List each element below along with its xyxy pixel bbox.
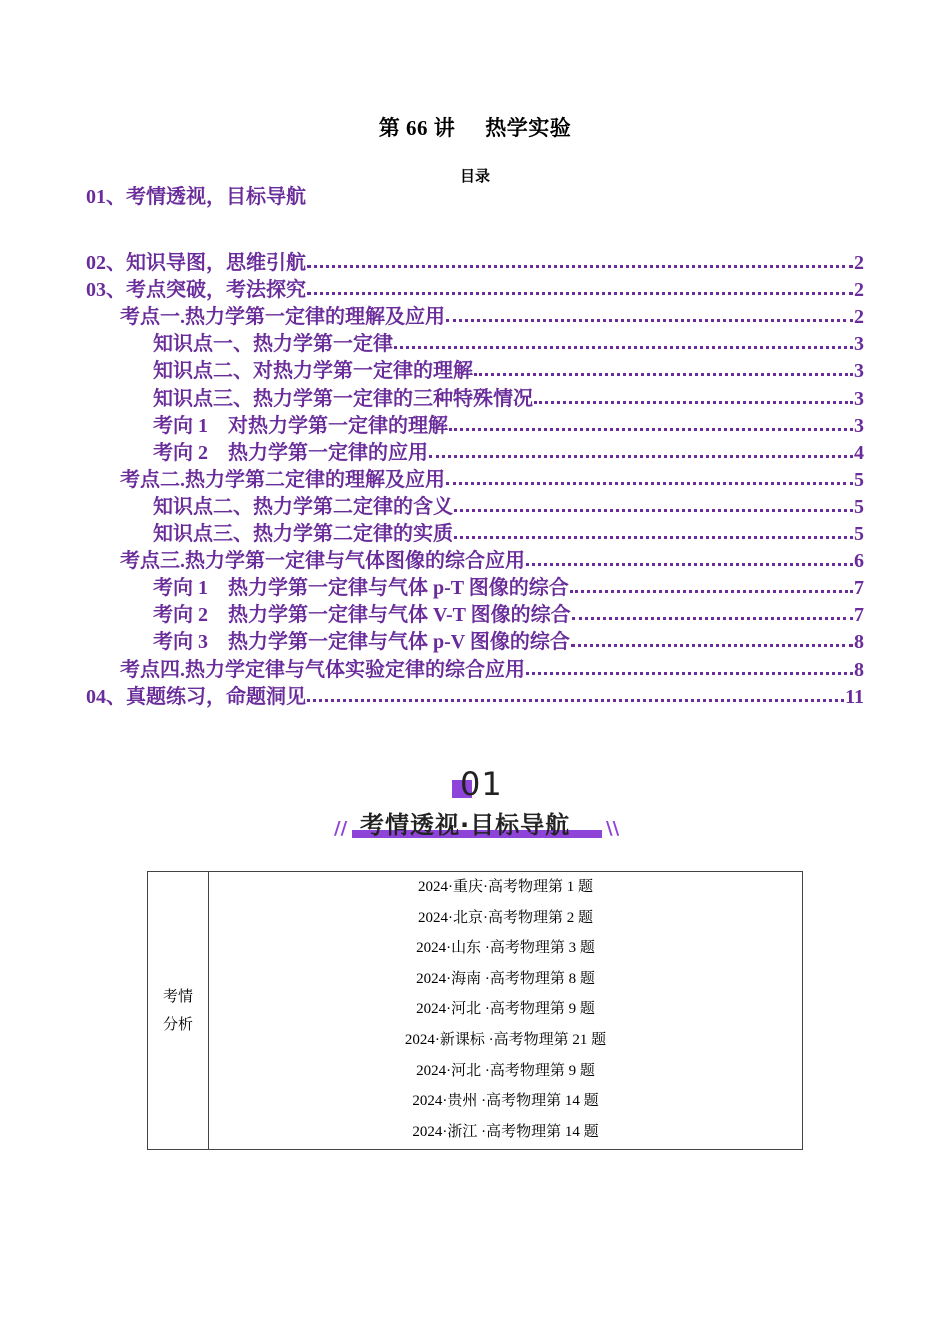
toc-leader-dots bbox=[526, 658, 853, 675]
exam-source: 2024·河北 ·高考物理第 9 题 bbox=[416, 1062, 595, 1079]
toc-page-number: 6 bbox=[854, 550, 864, 573]
toc-page-number: 5 bbox=[854, 523, 864, 545]
exam-source: 2024·山东 ·高考物理第 3 题 bbox=[416, 940, 595, 957]
toc-entry-label: 考点一.热力学第一定律的理解及应用 bbox=[120, 306, 445, 329]
toc-entry-overview[interactable]: 01、考情透视，目标导航 bbox=[86, 186, 306, 208]
toc-entry[interactable] bbox=[120, 304, 864, 331]
toc-entry-label: 考点四.热力学定律与气体实验定律的综合应用 bbox=[120, 658, 525, 681]
toc-entry-label: 知识点二、对热力学第一定律的理解 bbox=[153, 360, 473, 383]
toc-entry-label: 考向 2 热力学第一定律的应用 bbox=[153, 441, 428, 464]
toc-entry[interactable] bbox=[120, 657, 864, 684]
toc-heading: 目录 bbox=[459, 169, 490, 185]
toc-entry[interactable] bbox=[153, 629, 864, 656]
toc-leader-dots bbox=[534, 387, 853, 404]
toc-entry-label: 考向 2 热力学第一定律与气体 V-T 图像的综合 bbox=[153, 604, 571, 627]
toc-leader-dots bbox=[307, 251, 853, 268]
toc-page-number: 11 bbox=[845, 685, 864, 708]
toc-entry[interactable] bbox=[86, 277, 864, 304]
toc-entry-label: 04、真题练习，命题洞见 bbox=[86, 685, 306, 708]
analysis-header-line1: 考情 bbox=[162, 988, 193, 1005]
exam-source: 2024·北京·高考物理第 2 题 bbox=[418, 909, 593, 926]
toc-entry-label: 考向 1 热力学第一定律与气体 p-T 图像的综合 bbox=[153, 577, 569, 600]
toc-entry[interactable] bbox=[153, 331, 864, 358]
toc-entry-label: 03、考点突破，考法探究 bbox=[86, 279, 306, 302]
lecture-number: 第 66 讲 bbox=[378, 116, 456, 140]
toc-entry-label: 02、知识导图，思维引航 bbox=[86, 252, 306, 274]
toc-leader-dots bbox=[449, 414, 853, 431]
banner-right-slashes: \\ bbox=[606, 818, 620, 839]
toc-page-number: 4 bbox=[854, 441, 864, 464]
toc-page-number: 2 bbox=[854, 252, 864, 274]
toc-leader-dots bbox=[307, 685, 844, 702]
toc-entry[interactable] bbox=[153, 521, 864, 548]
toc-entry[interactable] bbox=[86, 250, 864, 277]
toc-page-number: 5 bbox=[854, 468, 864, 491]
toc-entry-label: 考点二.热力学第二定律的理解及应用 bbox=[120, 468, 445, 491]
banner-caption: 考情透视·目标导航 bbox=[360, 811, 571, 839]
toc-entry-label: 考点三.热力学第一定律与气体图像的综合应用 bbox=[120, 550, 525, 573]
toc-entry[interactable] bbox=[153, 440, 864, 467]
toc-leader-dots bbox=[571, 630, 853, 647]
exam-source: 2024·新课标 ·高考物理第 21 题 bbox=[404, 1031, 607, 1048]
toc-entry[interactable] bbox=[86, 684, 864, 711]
toc-page-number: 3 bbox=[854, 360, 864, 383]
section-banner bbox=[330, 760, 620, 850]
toc-leader-dots bbox=[446, 468, 853, 485]
toc-entry-label: 考向 3 热力学第一定律与气体 p-V 图像的综合 bbox=[153, 631, 570, 654]
analysis-header-cell bbox=[148, 872, 209, 1150]
banner-number: 01 bbox=[460, 765, 503, 803]
toc-page-number: 5 bbox=[854, 495, 864, 518]
toc-entry[interactable] bbox=[153, 494, 864, 521]
toc-entry-label: 考向 1 对热力学第一定律的理解 bbox=[153, 414, 448, 437]
toc-entry[interactable] bbox=[153, 602, 864, 629]
analysis-header-line2: 分析 bbox=[162, 1016, 193, 1033]
exam-sources-cell bbox=[209, 872, 803, 1150]
toc-leader-dots bbox=[570, 576, 853, 593]
toc-entry[interactable] bbox=[153, 358, 864, 385]
toc-leader-dots bbox=[446, 305, 853, 322]
exam-source: 2024·重庆·高考物理第 1 题 bbox=[418, 879, 593, 895]
exam-analysis-table bbox=[147, 871, 803, 1150]
toc-entry-label: 知识点三、热力学第二定律的实质 bbox=[153, 523, 453, 545]
banner-left-slashes: // bbox=[334, 818, 348, 839]
exam-source: 2024·贵州 ·高考物理第 14 题 bbox=[412, 1093, 599, 1110]
toc-entry[interactable] bbox=[120, 467, 864, 494]
toc-page-number: 8 bbox=[854, 658, 864, 681]
toc-entry[interactable] bbox=[153, 386, 864, 413]
toc-page-number: 2 bbox=[854, 279, 864, 302]
toc-page-number: 2 bbox=[854, 306, 864, 329]
toc-page-number: 7 bbox=[854, 577, 864, 600]
toc-page-number: 7 bbox=[854, 604, 864, 627]
toc-page-number: 3 bbox=[854, 333, 864, 356]
toc-entry-label: 知识点一、热力学第一定律 bbox=[153, 333, 393, 356]
toc-leader-dots bbox=[307, 278, 853, 295]
toc-leader-dots bbox=[474, 359, 853, 376]
exam-source: 2024·浙江 ·高考物理第 14 题 bbox=[412, 1123, 599, 1140]
toc-entry-label: 知识点三、热力学第一定律的三种特殊情况 bbox=[153, 387, 533, 410]
toc-leader-dots bbox=[429, 441, 853, 458]
toc-leader-dots bbox=[526, 549, 853, 566]
toc-leader-dots bbox=[454, 495, 853, 512]
toc-page-number: 3 bbox=[854, 414, 864, 437]
toc-page-number: 8 bbox=[854, 631, 864, 654]
toc-leader-dots bbox=[572, 603, 853, 620]
toc-leader-dots bbox=[394, 332, 853, 349]
toc-entry[interactable] bbox=[153, 575, 864, 602]
lecture-topic: 热学实验 bbox=[485, 116, 572, 140]
exam-source: 2024·海南 ·高考物理第 8 题 bbox=[416, 970, 595, 987]
toc-entry[interactable] bbox=[120, 548, 864, 575]
toc-entry[interactable] bbox=[153, 413, 864, 440]
toc-leader-dots bbox=[454, 522, 853, 539]
toc-entry-label: 知识点二、热力学第二定律的含义 bbox=[153, 495, 453, 518]
exam-source: 2024·河北 ·高考物理第 9 题 bbox=[416, 1001, 595, 1018]
toc-page-number: 3 bbox=[854, 387, 864, 410]
